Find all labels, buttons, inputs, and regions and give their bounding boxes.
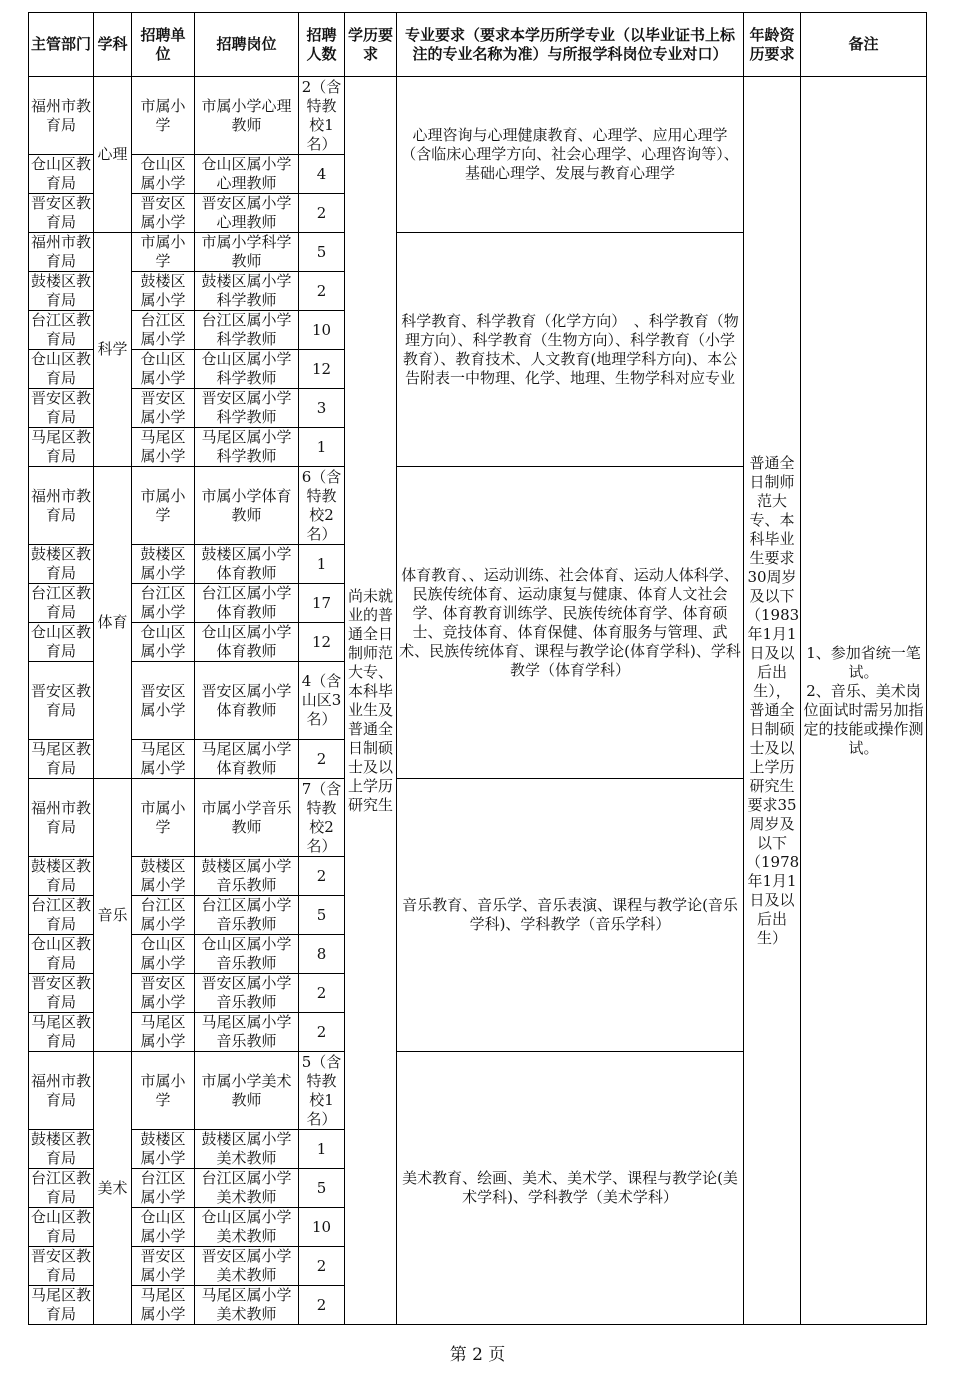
dept-cell: 仓山区教育局 xyxy=(29,350,94,389)
count-cell: 8 xyxy=(299,935,345,974)
position-cell: 鼓楼区属小学科学教师 xyxy=(195,272,299,311)
dept-cell: 福州市教育局 xyxy=(29,467,94,545)
dept-cell: 福州市教育局 xyxy=(29,1052,94,1130)
count-cell: 1 xyxy=(299,545,345,584)
header-age: 年龄资历要求 xyxy=(744,13,801,77)
recruitment-table xyxy=(28,12,927,1325)
dept-cell: 晋安区教育局 xyxy=(29,389,94,428)
count-cell: 4（含山区3名） xyxy=(299,662,345,740)
unit-cell: 仓山区属小学 xyxy=(132,623,195,662)
note-cell: 1、参加省统一笔试。 2、音乐、美术岗位面试时需另加指定的技能或操作测试。 xyxy=(801,77,927,1325)
position-cell: 晋安区属小学科学教师 xyxy=(195,389,299,428)
unit-cell: 仓山区属小学 xyxy=(132,935,195,974)
unit-cell: 晋安区属小学 xyxy=(132,974,195,1013)
position-cell: 台江区属小学体育教师 xyxy=(195,584,299,623)
position-cell: 仓山区属小学科学教师 xyxy=(195,350,299,389)
position-cell: 台江区属小学音乐教师 xyxy=(195,896,299,935)
count-cell: 1 xyxy=(299,428,345,467)
unit-cell: 台江区属小学 xyxy=(132,311,195,350)
unit-cell: 马尾区属小学 xyxy=(132,1013,195,1052)
position-cell: 台江区属小学美术教师 xyxy=(195,1169,299,1208)
dept-cell: 台江区教育局 xyxy=(29,584,94,623)
position-cell: 马尾区属小学音乐教师 xyxy=(195,1013,299,1052)
count-cell: 12 xyxy=(299,350,345,389)
dept-cell: 仓山区教育局 xyxy=(29,623,94,662)
position-cell: 马尾区属小学科学教师 xyxy=(195,428,299,467)
position-cell: 晋安区属小学音乐教师 xyxy=(195,974,299,1013)
education-cell: 尚未就业的普通全日制师范大专、本科毕业生及普通全日制硕士及以上学历研究生 xyxy=(345,77,397,1325)
subject-cell: 心理 xyxy=(94,77,132,233)
count-cell: 4 xyxy=(299,155,345,194)
dept-cell: 福州市教育局 xyxy=(29,779,94,857)
unit-cell: 仓山区属小学 xyxy=(132,155,195,194)
unit-cell: 晋安区属小学 xyxy=(132,194,195,233)
header-major: 专业要求（要求本学历所学专业（以毕业证书上标注的专业名称为准）与所报学科岗位专业对口） xyxy=(397,13,744,77)
subject-cell: 科学 xyxy=(94,233,132,467)
unit-cell: 晋安区属小学 xyxy=(132,1247,195,1286)
dept-cell: 鼓楼区教育局 xyxy=(29,1130,94,1169)
unit-cell: 市属小学 xyxy=(132,779,195,857)
position-cell: 仓山区属小学美术教师 xyxy=(195,1208,299,1247)
dept-cell: 台江区教育局 xyxy=(29,311,94,350)
position-cell: 仓山区属小学心理教师 xyxy=(195,155,299,194)
table-row xyxy=(29,77,927,155)
position-cell: 鼓楼区属小学音乐教师 xyxy=(195,857,299,896)
unit-cell: 台江区属小学 xyxy=(132,584,195,623)
major-cell: 心理咨询与心理健康教育、心理学、应用心理学（含临床心理学方向、社会心理学、心理咨询等）、基础心理学、发展与教育心理学 xyxy=(397,77,744,233)
position-cell: 仓山区属小学音乐教师 xyxy=(195,935,299,974)
unit-cell: 马尾区属小学 xyxy=(132,1286,195,1325)
header-count: 招聘人数 xyxy=(299,13,345,77)
subject-cell: 音乐 xyxy=(94,779,132,1052)
dept-cell: 鼓楼区教育局 xyxy=(29,272,94,311)
major-cell: 音乐教育、音乐学、音乐表演、课程与教学论(音乐学科)、学科教学（音乐学科） xyxy=(397,779,744,1052)
header-dept: 主管部门 xyxy=(29,13,94,77)
unit-cell: 市属小学 xyxy=(132,467,195,545)
position-cell: 晋安区属小学美术教师 xyxy=(195,1247,299,1286)
unit-cell: 市属小学 xyxy=(132,1052,195,1130)
count-cell: 7（含特教校2名） xyxy=(299,779,345,857)
dept-cell: 仓山区教育局 xyxy=(29,1208,94,1247)
dept-cell: 鼓楼区教育局 xyxy=(29,857,94,896)
header-position: 招聘岗位 xyxy=(195,13,299,77)
count-cell: 2 xyxy=(299,740,345,779)
count-cell: 2 xyxy=(299,194,345,233)
header-unit: 招聘单位 xyxy=(132,13,195,77)
position-cell: 市属小学美术教师 xyxy=(195,1052,299,1130)
dept-cell: 马尾区教育局 xyxy=(29,1013,94,1052)
count-cell: 2 xyxy=(299,1247,345,1286)
position-cell: 马尾区属小学体育教师 xyxy=(195,740,299,779)
count-cell: 5（含特教校1名） xyxy=(299,1052,345,1130)
count-cell: 2（含特教校1名） xyxy=(299,77,345,155)
count-cell: 2 xyxy=(299,1286,345,1325)
count-cell: 17 xyxy=(299,584,345,623)
unit-cell: 晋安区属小学 xyxy=(132,662,195,740)
count-cell: 12 xyxy=(299,623,345,662)
position-cell: 台江区属小学科学教师 xyxy=(195,311,299,350)
count-cell: 1 xyxy=(299,1130,345,1169)
count-cell: 10 xyxy=(299,311,345,350)
major-cell: 美术教育、绘画、美术、美术学、课程与教学论(美术学科)、学科教学（美术学科） xyxy=(397,1052,744,1325)
page-number: 第 2 页 xyxy=(449,1345,506,1365)
unit-cell: 仓山区属小学 xyxy=(132,1208,195,1247)
unit-cell: 台江区属小学 xyxy=(132,896,195,935)
unit-cell: 鼓楼区属小学 xyxy=(132,857,195,896)
position-cell: 马尾区属小学美术教师 xyxy=(195,1286,299,1325)
unit-cell: 市属小学 xyxy=(132,233,195,272)
count-cell: 2 xyxy=(299,1013,345,1052)
unit-cell: 马尾区属小学 xyxy=(132,428,195,467)
unit-cell: 仓山区属小学 xyxy=(132,350,195,389)
table-body xyxy=(29,77,927,1325)
unit-cell: 鼓楼区属小学 xyxy=(132,1130,195,1169)
position-cell: 市属小学心理教师 xyxy=(195,77,299,155)
header-education: 学历要求 xyxy=(345,13,397,77)
major-cell: 科学教育、科学教育（化学方向） 、科学教育（物理方向）、科学教育（生物方向）、科学教育（小学教育）、教育技术、人文教育(地理学科方向)、本公告附表一中物理、化学、地理、生物学科对应专业 xyxy=(397,233,744,467)
subject-cell: 体育 xyxy=(94,467,132,779)
unit-cell: 晋安区属小学 xyxy=(132,389,195,428)
dept-cell: 仓山区教育局 xyxy=(29,155,94,194)
count-cell: 2 xyxy=(299,272,345,311)
dept-cell: 仓山区教育局 xyxy=(29,935,94,974)
position-cell: 市属小学科学教师 xyxy=(195,233,299,272)
count-cell: 5 xyxy=(299,233,345,272)
subject-cell: 美术 xyxy=(94,1052,132,1325)
position-cell: 鼓楼区属小学美术教师 xyxy=(195,1130,299,1169)
count-cell: 6（含特教校2名） xyxy=(299,467,345,545)
unit-cell: 马尾区属小学 xyxy=(132,740,195,779)
dept-cell: 鼓楼区教育局 xyxy=(29,545,94,584)
dept-cell: 晋安区教育局 xyxy=(29,974,94,1013)
unit-cell: 台江区属小学 xyxy=(132,1169,195,1208)
unit-cell: 市属小学 xyxy=(132,77,195,155)
position-cell: 晋安区属小学心理教师 xyxy=(195,194,299,233)
age-cell: 普通全日制师范大专、本科毕业生要求30周岁及以下（1983年1月1日及以后出生），普通全日制硕士及以上学历研究生要求35周岁及以下（1978年1月1日及以后出生） xyxy=(744,77,801,1325)
count-cell: 5 xyxy=(299,1169,345,1208)
count-cell: 2 xyxy=(299,857,345,896)
dept-cell: 台江区教育局 xyxy=(29,1169,94,1208)
major-cell: 体育教育、、运动训练、社会体育、运动人体科学、民族传统体育、运动康复与健康、体育人文社会学、体育教育训练学、民族传统体育学、体育硕士、竞技体育、体育保健、体育服务与管理、武术、民族传统体育、课程与教学论(体育学科)、学科教学（体育学科） xyxy=(397,467,744,779)
dept-cell: 马尾区教育局 xyxy=(29,1286,94,1325)
count-cell: 5 xyxy=(299,896,345,935)
dept-cell: 晋安区教育局 xyxy=(29,194,94,233)
position-cell: 市属小学体育教师 xyxy=(195,467,299,545)
unit-cell: 鼓楼区属小学 xyxy=(132,272,195,311)
dept-cell: 福州市教育局 xyxy=(29,233,94,272)
position-cell: 鼓楼区属小学体育教师 xyxy=(195,545,299,584)
count-cell: 10 xyxy=(299,1208,345,1247)
unit-cell: 鼓楼区属小学 xyxy=(132,545,195,584)
position-cell: 市属小学音乐教师 xyxy=(195,779,299,857)
header-subject: 学科 xyxy=(94,13,132,77)
header-note: 备注 xyxy=(801,13,927,77)
position-cell: 晋安区属小学体育教师 xyxy=(195,662,299,740)
dept-cell: 晋安区教育局 xyxy=(29,1247,94,1286)
header-row xyxy=(29,13,927,77)
count-cell: 2 xyxy=(299,974,345,1013)
dept-cell: 台江区教育局 xyxy=(29,896,94,935)
count-cell: 3 xyxy=(299,389,345,428)
dept-cell: 福州市教育局 xyxy=(29,77,94,155)
dept-cell: 晋安区教育局 xyxy=(29,662,94,740)
dept-cell: 马尾区教育局 xyxy=(29,428,94,467)
position-cell: 仓山区属小学体育教师 xyxy=(195,623,299,662)
dept-cell: 马尾区教育局 xyxy=(29,740,94,779)
